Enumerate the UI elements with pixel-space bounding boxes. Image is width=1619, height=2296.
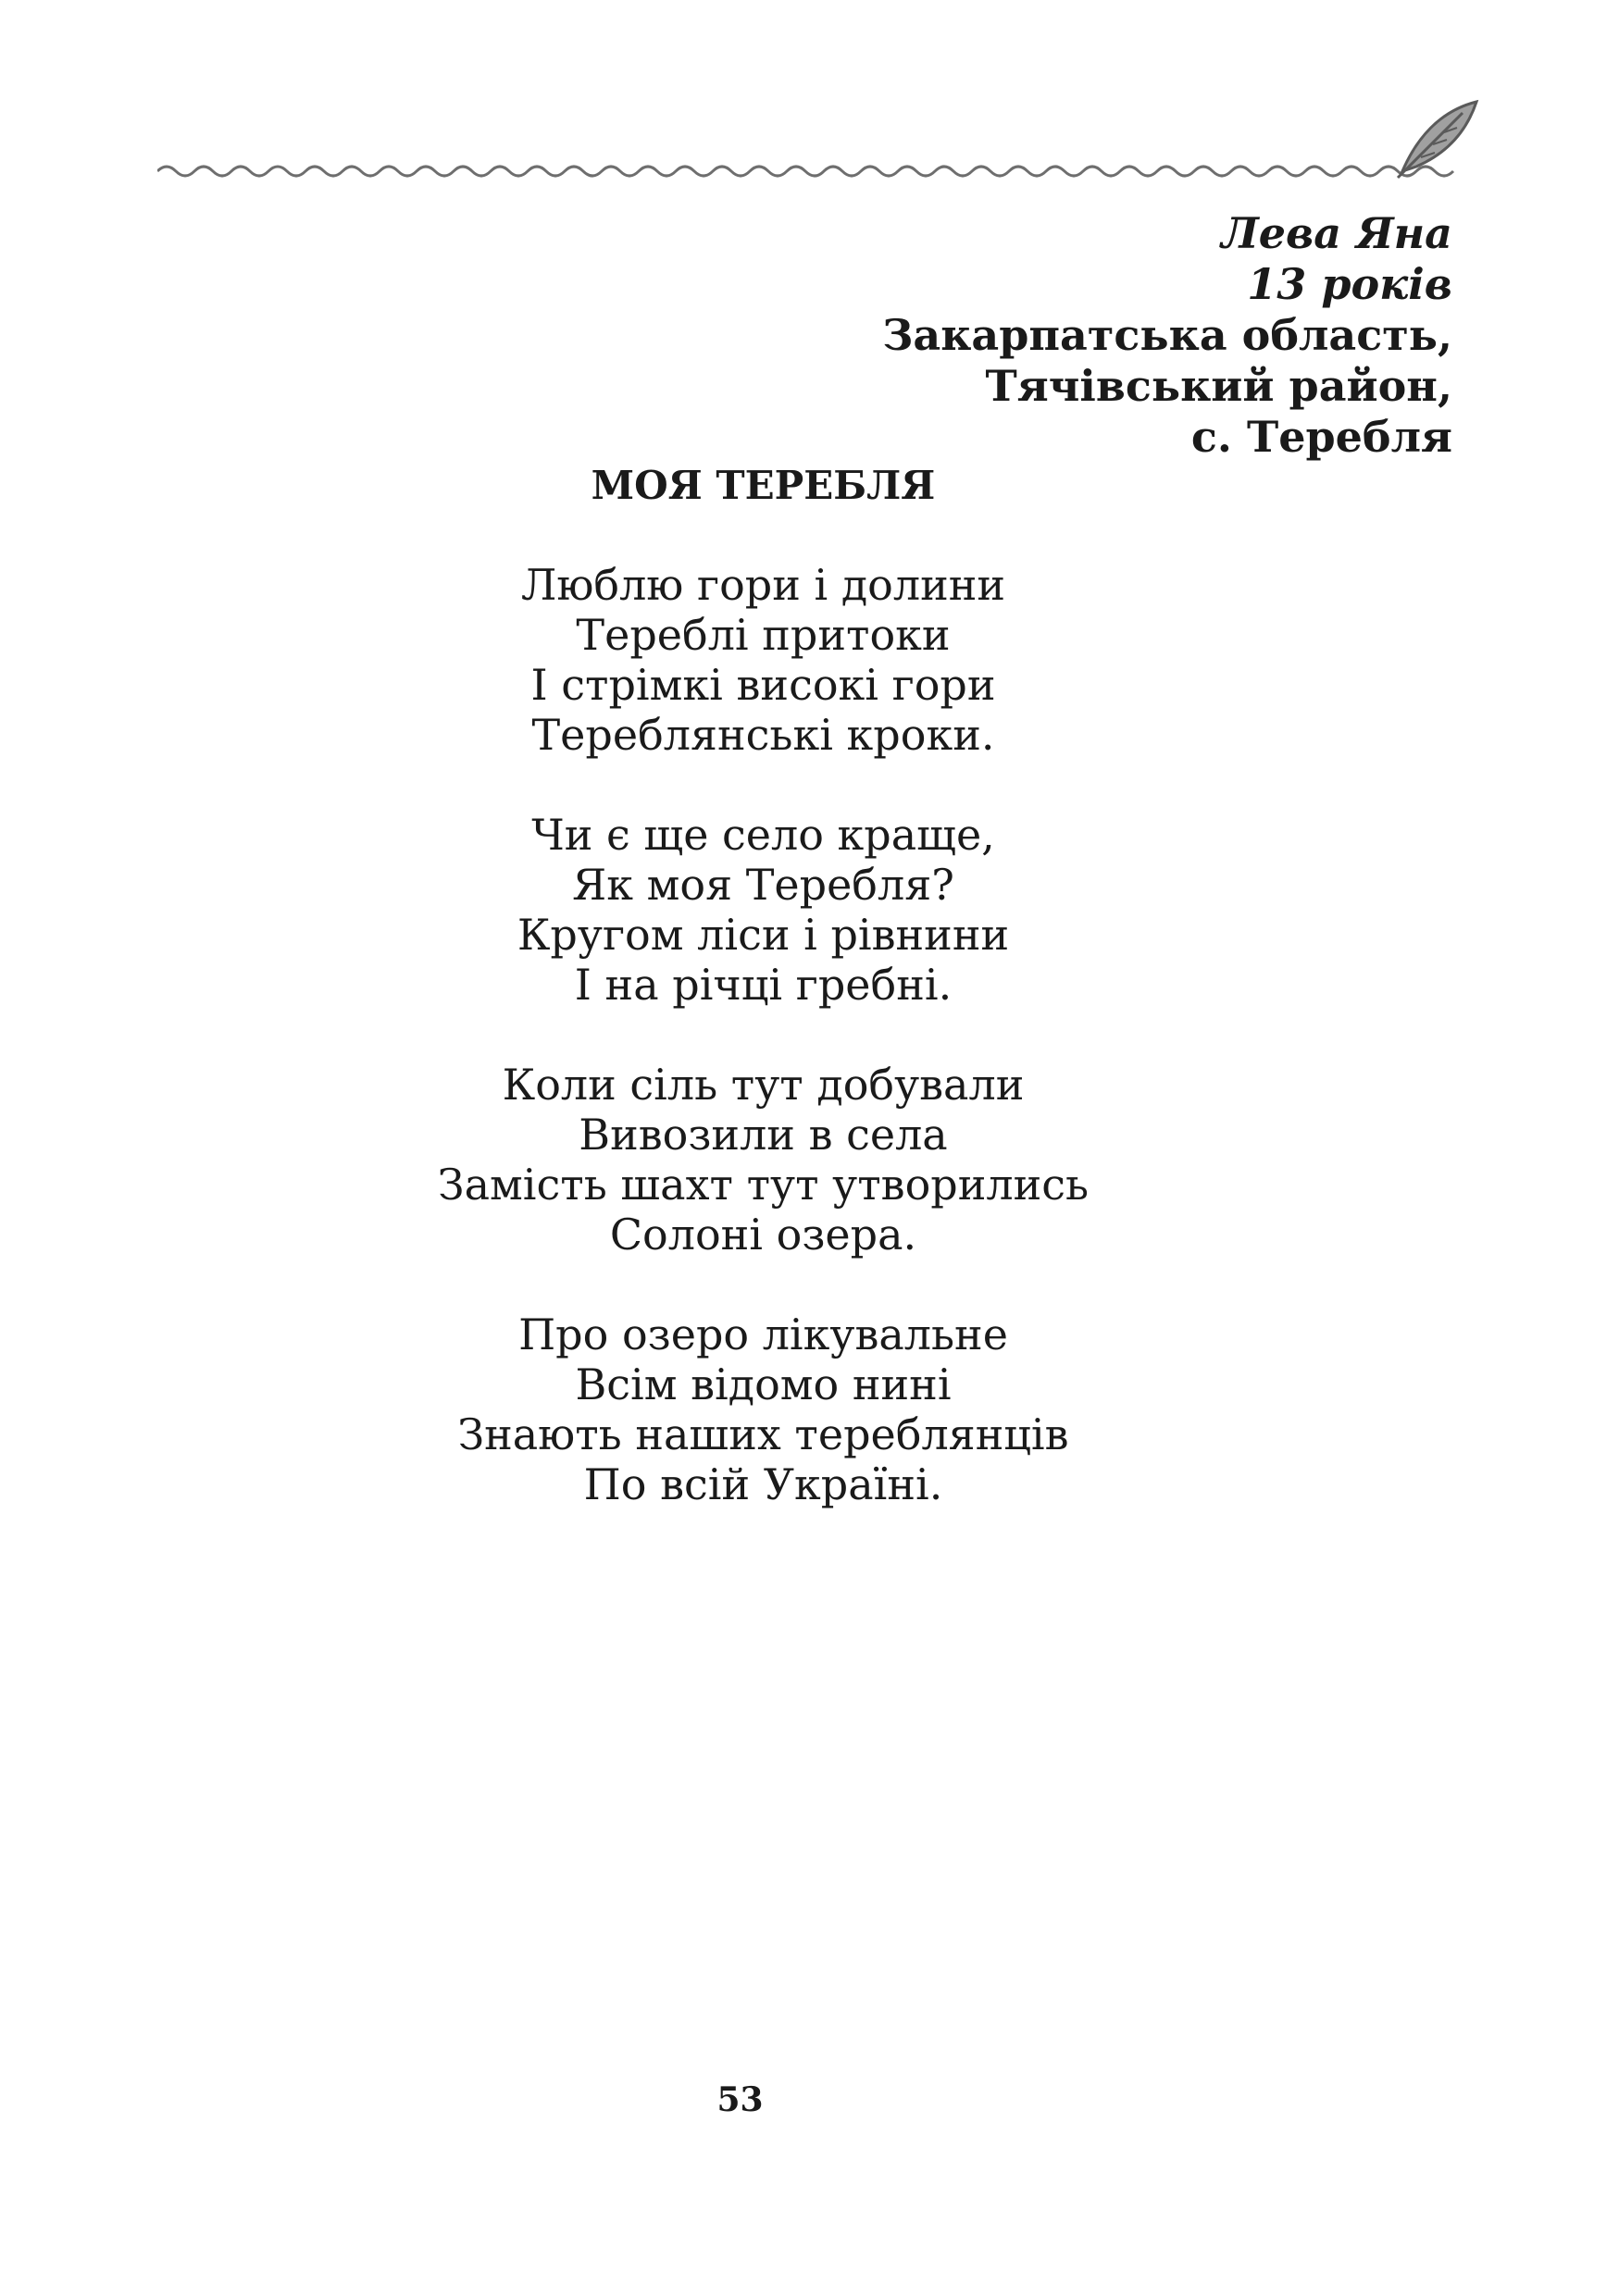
poem-line: Тереблянські кроки.	[531, 710, 995, 760]
poem-body	[0, 560, 1619, 1559]
feather-quill-icon	[1398, 102, 1476, 178]
author-info	[882, 208, 1452, 463]
stanza-2	[0, 810, 1526, 1010]
wave-line	[157, 167, 1453, 176]
poem-line: Про озеро лікувальне	[518, 1309, 1008, 1359]
poem-line: Всім відомо нині	[575, 1359, 952, 1409]
header-wave-ornament	[157, 93, 1490, 194]
author-village: с. Теребля	[1190, 412, 1452, 462]
poem-line: Люблю гори і долини	[520, 560, 1006, 610]
poem-line: Замість шахт тут утворились	[437, 1160, 1090, 1210]
author-region: Закарпатська область,	[882, 310, 1452, 360]
author-name: Лева Яна	[1221, 208, 1452, 258]
poem-line: По всій Україні.	[583, 1459, 943, 1509]
poem-title: МОЯ ТЕРЕБЛЯ	[591, 463, 936, 508]
poem-line: Тереблі притоки	[576, 610, 951, 660]
poem-line: Вивозили в села	[579, 1110, 948, 1160]
author-age: 13 років	[1247, 259, 1452, 309]
poem-line: Знають наших тереблянців	[457, 1409, 1069, 1459]
poem-line: Кругом ліси і рівнини	[517, 910, 1010, 960]
stanza-1	[0, 560, 1526, 760]
author-district: Тячівський район,	[985, 361, 1452, 411]
poem-line: І на річці гребні.	[574, 960, 953, 1010]
poem-line: Солоні озера.	[609, 1210, 917, 1260]
stanza-4	[0, 1309, 1526, 1509]
stanza-3	[0, 1060, 1526, 1260]
poem-line: І стрімкі високі гори	[530, 660, 996, 710]
page-number: 53	[716, 2080, 764, 2119]
poem-line: Чи є ще село краще,	[531, 810, 995, 860]
poem-line: Як моя Теребля?	[572, 860, 954, 910]
poem-line: Коли сіль тут добували	[502, 1060, 1025, 1110]
